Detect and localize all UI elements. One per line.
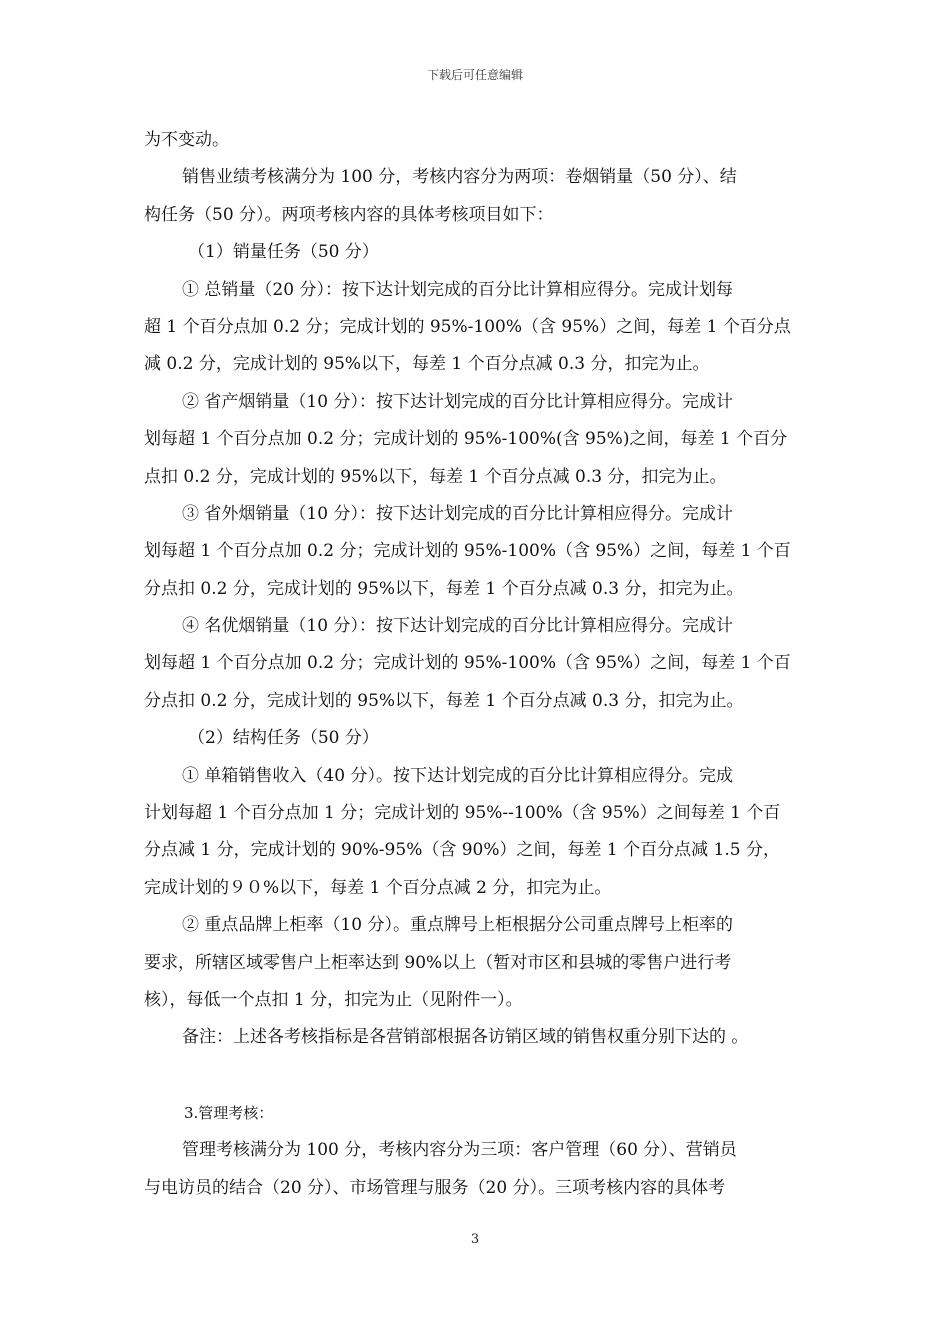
document-body [144, 122, 808, 1207]
paragraph-line: 划每超 1 个百分点加 0.2 分；完成计划的 95%-100%（含 95%）之间，每差 1 个百 [144, 541, 791, 562]
note-line: 备注：上述各考核指标是各营销部根据各访销区域的销售权重分别下达的 。 [182, 1027, 749, 1048]
paragraph-line: ① 总销量（20 分）：按下达计划完成的百分比计算相应得分。完成计划每 [182, 279, 733, 300]
paragraph-line: ② 省产烟销量（10 分）：按下达计划完成的百分比计算相应得分。完成计 [182, 391, 733, 412]
paragraph-line: 与电访员的结合（20 分）、市场管理与服务（20 分）。三项考核内容的具体考 [144, 1177, 726, 1198]
paragraph-line: 划每超 1 个百分点加 0.2 分；完成计划的 95%-100%（含 95%）之间，每差 1 个百 [144, 653, 791, 674]
paragraph-line: 点扣 0.2 分，完成计划的 95%以下，每差 1 个百分点减 0.3 分，扣完为止。 [144, 466, 727, 487]
paragraph-line: ③ 省外烟销量（10 分）：按下达计划完成的百分比计算相应得分。完成计 [182, 503, 733, 524]
section-heading: 3.管理考核： [184, 1103, 274, 1122]
paragraph-line: 核），每低一个点扣 1 分，扣完为止（见附件一）。 [144, 989, 523, 1010]
paragraph-line: 减 0.2 分，完成计划的 95%以下，每差 1 个百分点减 0.3 分，扣完为止。 [144, 354, 710, 375]
paragraph-line: 分点扣 0.2 分，完成计划的 95%以下，每差 1 个百分点减 0.3 分，扣完为止。 [144, 578, 744, 599]
paragraph-line: 管理考核满分为 100 分，考核内容分为三项：客户管理（60 分）、营销员 [182, 1140, 737, 1161]
paragraph-line: 超 1 个百分点加 0.2 分；完成计划的 95%-100%（含 95%）之间，每差 1 个百分点 [144, 316, 791, 337]
paragraph-line: 划每超 1 个百分点加 0.2 分；完成计划的 95%-100%(含 95%)之间，每差 1 个百分 [144, 429, 788, 450]
paragraph-line: 为不变动。 [144, 130, 229, 150]
page-number: 3 [470, 1232, 480, 1247]
section-heading: （2）结构任务（50 分） [188, 728, 379, 749]
paragraph-line: ④ 名优烟销量（10 分）：按下达计划完成的百分比计算相应得分。完成计 [182, 616, 733, 637]
paragraph-line: 销售业绩考核满分为 100 分，考核内容分为两项：卷烟销量（50 分）、结 [182, 167, 737, 188]
paragraph-line: ① 单箱销售收入（40 分）。按下达计划完成的百分比计算相应得分。完成 [182, 765, 733, 786]
paragraph-line: 构任务（50 分）。两项考核内容的具体考核项目如下： [144, 204, 554, 225]
paragraph-line: 分点减 1 分，完成计划的 90%-95%（含 90%）之间，每差 1 个百分点减 1.5 分， [144, 840, 780, 861]
paragraph-line: ② 重点品牌上柜率（10 分）。重点牌号上柜根据分公司重点牌号上柜率的 [182, 915, 733, 936]
blank-line [144, 1057, 808, 1095]
page-header: 下载后可任意编辑 [426, 68, 523, 82]
paragraph-line: 完成计划的９０%以下，每差 1 个百分点减 2 分，扣完为止。 [144, 877, 612, 898]
paragraph-line: 分点扣 0.2 分，完成计划的 95%以下，每差 1 个百分点减 0.3 分，扣完为止。 [144, 690, 744, 711]
paragraph-line: 计划每超 1 个百分点加 1 分；完成计划的 95%--100%（含 95%）之间每差 1 个百 [144, 803, 781, 824]
section-heading: （1）销量任务（50 分） [188, 242, 379, 263]
paragraph-line: 要求，所辖区域零售户上柜率达到 90%以上（暂对市区和县城的零售户进行考 [144, 952, 732, 973]
